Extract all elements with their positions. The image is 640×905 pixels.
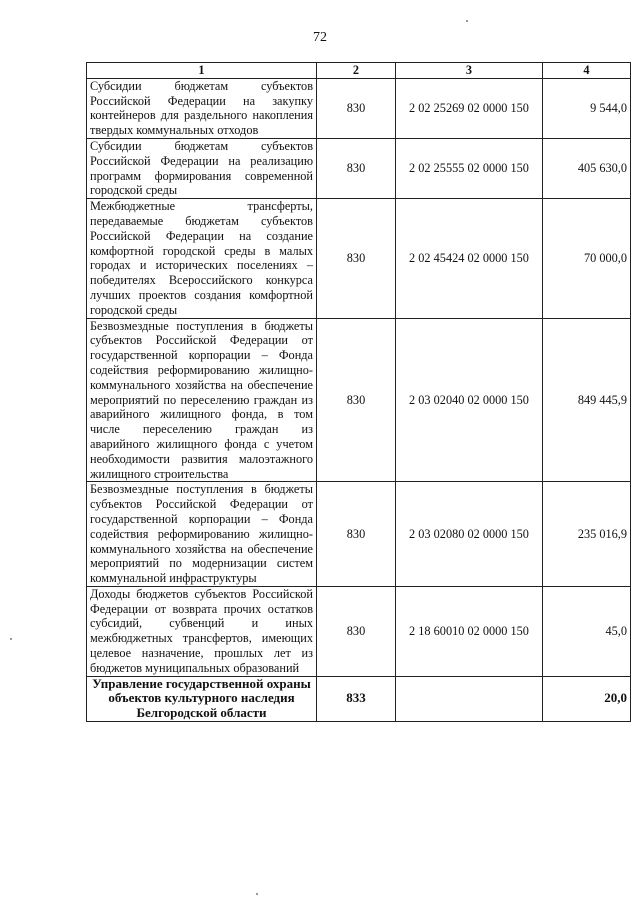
row-admin-code: 830	[317, 318, 396, 482]
row-name: Межбюджетные трансферты, передаваемые бюджетам субъектов Российской Федерации на создание комфортной городской среды в малых городах и исторических поселениях – победителях Всероссийского конкурса лучших проектов создания комфортной городской среды	[87, 199, 317, 318]
row-amount: 9 544,0	[543, 78, 631, 138]
agency-amount: 20,0	[543, 676, 631, 721]
row-amount: 235 016,9	[543, 482, 631, 587]
agency-total-row	[87, 676, 631, 721]
row-budget-code: 2 02 25269 02 0000 150	[396, 78, 543, 138]
row-amount: 45,0	[543, 586, 631, 676]
row-name: Безвозмездные поступления в бюджеты субъектов Российской Федерации от государственной корпорации – Фонда содействия реформированию жилищно-коммунального хозяйства на обеспечение мероприятий по модернизации систем коммунальной инфраструктуры	[87, 482, 317, 587]
page-number: 72	[313, 30, 327, 45]
row-budget-code: 2 18 60010 02 0000 150	[396, 586, 543, 676]
header-col-1: 1	[87, 63, 317, 79]
table-row	[87, 138, 631, 198]
header-row	[87, 63, 631, 79]
table-row	[87, 586, 631, 676]
row-name: Субсидии бюджетам субъектов Российской Федерации на реализацию программ формирования современной городской среды	[87, 138, 317, 198]
row-admin-code: 830	[317, 482, 396, 587]
revenue-table	[86, 62, 631, 722]
row-amount: 405 630,0	[543, 138, 631, 198]
row-admin-code: 830	[317, 138, 396, 198]
header-col-4: 4	[543, 63, 631, 79]
row-name: Доходы бюджетов субъектов Российской Федерации от возврата прочих остатков субсидий, субвенций и иных межбюджетных трансфертов, имеющих целевое назначение, прошлых лет из бюджетов муниципальных образований	[87, 586, 317, 676]
row-admin-code: 830	[317, 78, 396, 138]
row-budget-code: 2 03 02040 02 0000 150	[396, 318, 543, 482]
row-amount: 849 445,9	[543, 318, 631, 482]
table-row	[87, 78, 631, 138]
row-budget-code: 2 03 02080 02 0000 150	[396, 482, 543, 587]
scan-speck	[10, 638, 12, 640]
row-name: Субсидии бюджетам субъектов Российской Федерации на закупку контейнеров для раздельного накопления твердых коммунальных отходов	[87, 78, 317, 138]
header-col-3: 3	[396, 63, 543, 79]
row-amount: 70 000,0	[543, 199, 631, 318]
row-budget-code: 2 02 25555 02 0000 150	[396, 138, 543, 198]
agency-name: Управление государственной охраны объектов культурного наследия Белгородской области	[87, 676, 317, 721]
table-row	[87, 482, 631, 587]
scan-speck	[256, 893, 258, 895]
scan-speck	[466, 20, 468, 22]
table-row	[87, 199, 631, 318]
table-row	[87, 318, 631, 482]
row-admin-code: 830	[317, 199, 396, 318]
row-budget-code: 2 02 45424 02 0000 150	[396, 199, 543, 318]
row-admin-code: 830	[317, 586, 396, 676]
row-name: Безвозмездные поступления в бюджеты субъектов Российской Федерации от государственной корпорации – Фонда содействия реформированию жилищно-коммунального хозяйства на обеспечение мероприятий по переселению граждан из аварийного жилищного фонда, в том числе переселению граждан из аварийного жилищного фонда с учетом необходимости развития малоэтажного жилищного строительства	[87, 318, 317, 482]
header-col-2: 2	[317, 63, 396, 79]
agency-budget-code	[396, 676, 543, 721]
agency-admin-code: 833	[317, 676, 396, 721]
